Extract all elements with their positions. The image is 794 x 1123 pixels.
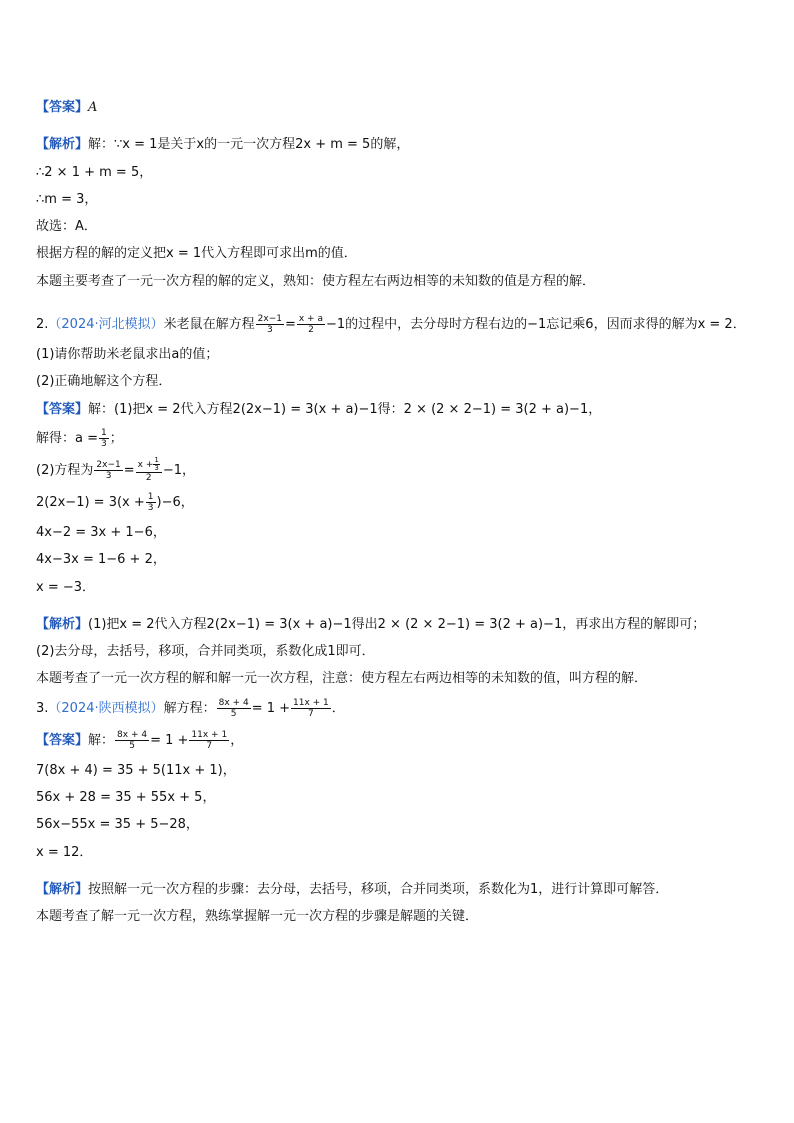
q2-answer-line-3 bbox=[36, 455, 766, 487]
q3-summary: 本题考查了解一元一次方程，熟练掌握解一元一次方程的步骤是解题的关键． bbox=[36, 909, 479, 925]
q2-answer-line-5: 4x−2 = 3x + 1−6， bbox=[36, 524, 166, 540]
q3-answer-line-5: x = 12． bbox=[36, 844, 93, 860]
answer-text: 解： bbox=[88, 732, 115, 748]
numerator: 1 bbox=[154, 456, 159, 465]
fraction bbox=[217, 698, 251, 719]
denominator: 5 bbox=[230, 708, 237, 719]
denominator: 7 bbox=[308, 708, 314, 719]
q3-answer-line-4: 56x−55x = 35 + 5−28， bbox=[36, 817, 199, 833]
q3-answer-line-1 bbox=[36, 725, 766, 757]
denominator: 3 bbox=[101, 438, 107, 449]
analysis-tag: 【解析】 bbox=[36, 137, 89, 153]
stem-text: 解方程： bbox=[163, 700, 216, 716]
q1-answer-line bbox=[36, 94, 766, 121]
numerator: 2x−1 bbox=[96, 459, 121, 470]
q2-analysis-line-1 bbox=[36, 611, 766, 638]
answer-text: 2(2x−1) = 3(x + bbox=[36, 494, 145, 510]
q2-answer-line-6: 4x−3x = 1−6 + 2， bbox=[36, 552, 166, 568]
denominator: 2 bbox=[308, 325, 314, 336]
answer-text: (2)方程为 bbox=[36, 462, 94, 478]
question-source: （2024·河北模拟） bbox=[48, 317, 164, 333]
q3-answer-line-2: 7(8x + 4) = 35 + 5(11x + 1)， bbox=[36, 762, 236, 778]
numerator-text: x + bbox=[137, 460, 154, 471]
document-page bbox=[36, 94, 766, 931]
q1-step-4: 故选：A． bbox=[36, 219, 97, 235]
answer-text: 解：(1)把x = 2代入方程2(2x−1) = 3(x + a)−1得：2 × (2 × 2−1) = 3(2 + a)−1， bbox=[88, 401, 602, 417]
equation-text: = 1 + bbox=[251, 700, 291, 716]
numerator: x + a bbox=[298, 314, 323, 325]
fraction bbox=[291, 698, 331, 719]
denominator: 2 bbox=[145, 473, 152, 484]
numerator: 8x + 4 bbox=[218, 697, 249, 708]
answer-tag: 【答案】 bbox=[36, 100, 89, 115]
q2-summary: 本题考查了一元一次方程的解和解一元一次方程，注意：使方程左右两边相等的未知数的值，叫方程的解． bbox=[36, 671, 648, 687]
q2-answer-line-7: x = −3． bbox=[36, 579, 96, 595]
stem-text: ． bbox=[331, 700, 345, 716]
q2-answer-line-4 bbox=[36, 487, 766, 519]
analysis-tag: 【解析】 bbox=[36, 616, 89, 632]
q2-stem bbox=[36, 309, 766, 341]
q2-part-1: (1)请你帮助米老鼠求出a的值； bbox=[36, 347, 219, 363]
equals-sign: = bbox=[123, 462, 135, 478]
denominator: 3 bbox=[154, 464, 159, 473]
question-source: （2024·陕西模拟） bbox=[48, 700, 164, 716]
denominator: 7 bbox=[206, 740, 213, 751]
q1-step-3: ∴m = 3， bbox=[36, 191, 98, 207]
answer-text: ， bbox=[230, 732, 244, 748]
denominator: 3 bbox=[105, 470, 112, 481]
q1-summary: 本题主要考查了一元一次方程的解的定义，熟知：使方程左右两边相等的未知数的值是方程的解． bbox=[36, 273, 596, 289]
answer-text: ； bbox=[109, 430, 123, 446]
q3-stem bbox=[36, 693, 766, 725]
inner-fraction bbox=[153, 457, 159, 472]
numerator: 1 bbox=[147, 491, 154, 502]
question-number: 3. bbox=[36, 700, 49, 716]
stem-text: −1的过程中，去分母时方程右边的−1忘记乘6，因而求得的解为x = 2． bbox=[325, 317, 746, 333]
fraction bbox=[297, 314, 325, 335]
numerator: 8x + 4 bbox=[117, 729, 148, 740]
answer-text: 解得：a = bbox=[36, 430, 98, 446]
q2-part-2: (2)正确地解这个方程． bbox=[36, 374, 172, 390]
answer-text: )−6， bbox=[156, 494, 194, 510]
denominator: 3 bbox=[147, 502, 154, 513]
numerator bbox=[136, 457, 162, 473]
numerator: 1 bbox=[101, 427, 107, 438]
q2-answer-line-1 bbox=[36, 396, 766, 423]
fraction bbox=[136, 457, 162, 483]
q2-analysis-line-2: (2)去分母，去括号，移项，合并同类项，系数化成1即可． bbox=[36, 644, 375, 660]
analysis-tag: 【解析】 bbox=[36, 881, 89, 897]
fraction bbox=[99, 428, 109, 449]
q1-step-2: ∴2 × 1 + m = 5， bbox=[36, 164, 153, 180]
question-number: 2. bbox=[36, 317, 49, 333]
fraction bbox=[115, 730, 149, 751]
denominator: 5 bbox=[129, 740, 135, 751]
fraction bbox=[94, 460, 122, 481]
equation-text: = 1 + bbox=[150, 732, 189, 748]
answer-value: A bbox=[88, 100, 98, 115]
q1-analysis-line-1 bbox=[36, 131, 766, 158]
numerator: 11x + 1 bbox=[293, 697, 329, 708]
analysis-text: (1)把x = 2代入方程2(2x−1) = 3(x + a)−1得出2 × (2 × 2−1) = 3(2 + a)−1，再求出方程的解即可； bbox=[88, 616, 706, 632]
q3-analysis-line-1 bbox=[36, 876, 766, 903]
denominator: 3 bbox=[266, 325, 273, 336]
fraction bbox=[146, 492, 156, 513]
fraction bbox=[189, 730, 229, 751]
stem-text: 米老鼠在解方程 bbox=[163, 317, 255, 333]
analysis-text: 解：∵x = 1是关于x的一元一次方程2x + m = 5的解， bbox=[88, 137, 410, 153]
q2-answer-line-2 bbox=[36, 423, 766, 455]
answer-tag: 【答案】 bbox=[36, 732, 89, 748]
numerator: 2x−1 bbox=[257, 314, 282, 325]
answer-text: −1， bbox=[162, 462, 196, 478]
q1-step-5: 根据方程的解的定义把x = 1代入方程即可求出m的值． bbox=[36, 246, 357, 262]
numerator: 11x + 1 bbox=[191, 729, 228, 740]
q3-answer-line-3: 56x + 28 = 35 + 55x + 5， bbox=[36, 790, 216, 806]
analysis-text: 按照解一元一次方程的步骤：去分母，去括号，移项，合并同类项，系数化为1，进行计算即可解答． bbox=[88, 881, 669, 897]
equals-sign: = bbox=[284, 317, 296, 333]
fraction bbox=[256, 314, 284, 335]
answer-tag: 【答案】 bbox=[36, 401, 89, 417]
